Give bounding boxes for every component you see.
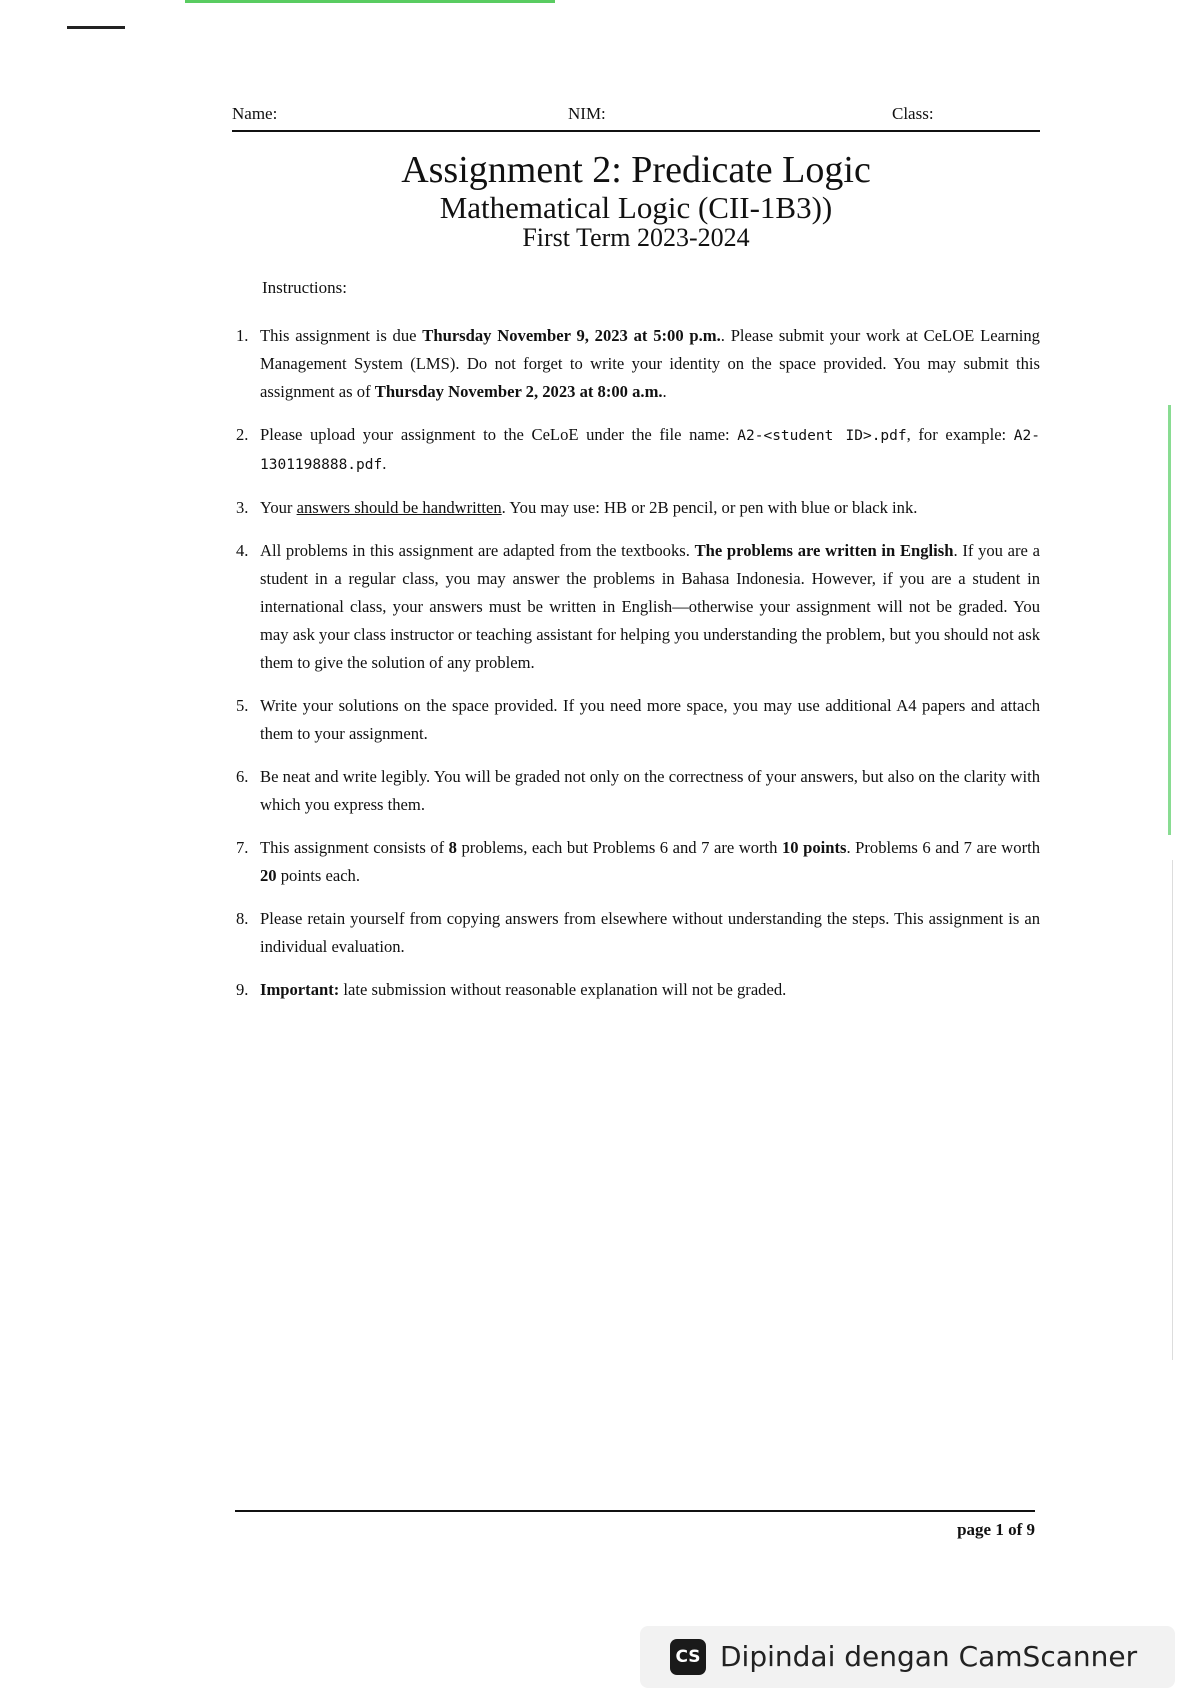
item-number: 9. (236, 980, 249, 999)
name-label: Name: (232, 104, 278, 123)
item-text: Write your solutions on the space provided. If you need more space, you may use additional A4 papers and attach them to your assignment. (260, 696, 1040, 743)
camscanner-watermark (640, 1626, 1175, 1688)
item-number: 3. (236, 498, 249, 517)
due-date: Thursday November 9, 2023 at 5:00 p.m. (422, 326, 721, 345)
item-text: This assignment is due (260, 326, 423, 345)
item-number: 1. (236, 326, 249, 345)
instruction-item-5 (232, 692, 1040, 748)
instruction-item-6 (232, 763, 1040, 819)
term-label: First Term 2023-2024 (522, 223, 750, 252)
item-text: Please retain yourself from copying answers from elsewhere without understanding the steps. This assignment is an individual evaluation. (260, 909, 1040, 956)
open-date: Thursday November 2, 2023 at 8:00 a.m. (374, 382, 663, 401)
item-number: 8. (236, 909, 249, 928)
course-subtitle: Mathematical Logic (CII-1B3)) (439, 190, 833, 225)
scan-artifact-green-edge (1168, 405, 1171, 835)
camscanner-logo-icon: CS (670, 1639, 706, 1675)
page-number: page 1 of 9 (957, 1520, 1035, 1539)
instructions-heading: Instructions: (262, 278, 347, 297)
instructions-list (232, 322, 1040, 1019)
item-number: 4. (236, 541, 249, 560)
filename-pattern: A2-<student ID>.pdf (737, 428, 907, 444)
class-label: Class: (892, 104, 934, 123)
item-number: 6. (236, 767, 249, 786)
instruction-item-2 (232, 421, 1040, 479)
header-divider (232, 130, 1040, 132)
problem-count: 8 (448, 838, 457, 857)
instruction-item-9 (232, 976, 1040, 1004)
item-number: 2. (236, 425, 249, 444)
item-text: points each. (276, 866, 361, 885)
item-text: . (662, 382, 667, 401)
scan-artifact-green-top (185, 0, 555, 3)
document-title: Assignment 2: Predicate Logic (401, 149, 871, 191)
camscanner-text: Dipindai dengan CamScanner (720, 1640, 1138, 1673)
item-text: This assignment consists of (260, 838, 449, 857)
item-text: Please upload your assignment to the CeLoE under the file name: (260, 425, 738, 444)
filename-example: A2-1301198888.pdf (260, 428, 1040, 473)
instruction-item-8 (232, 905, 1040, 961)
item-text: . (382, 454, 387, 473)
instruction-item-4 (232, 537, 1040, 677)
item-number: 7. (236, 838, 249, 857)
item-number: 5. (236, 696, 249, 715)
points-value-special: 20 (260, 866, 277, 885)
instruction-item-3 (232, 494, 1040, 522)
instruction-item-1 (232, 322, 1040, 406)
item-text: Be neat and write legibly. You will be graded not only on the correctness of your answers, but also on the clarity with which you express them. (260, 767, 1040, 814)
footer-divider (235, 1510, 1035, 1512)
item-text: Your (260, 498, 297, 517)
item-text: , for example: (906, 425, 1014, 444)
scan-artifact-mark (67, 26, 125, 29)
handwritten-requirement: answers should be handwritten (296, 498, 502, 517)
nim-label: NIM: (568, 104, 606, 123)
item-text: . Problems 6 and 7 are worth (846, 838, 1041, 857)
item-text: late submission without reasonable explanation will not be graded. (339, 980, 787, 999)
item-text: . If you are a student in a regular class, you may answer the problems in Bahasa Indonesia. However, if you are a student in international class, your answers must be written in English—otherwise your assignment will not be graded. You may ask your class instructor or teaching assistant for helping you understanding the problem, but you should not ask them to give the solution of any problem. (260, 541, 1040, 672)
identity-header (232, 104, 1040, 130)
item-text: All problems in this assignment are adapted from the textbooks. (260, 541, 695, 560)
important-label: Important: (260, 980, 340, 999)
item-text: . Please submit your work at CeLOE Learning Management System (LMS). Do not forget to write your identity on the space provided. You may submit this assignment as of (260, 326, 1040, 401)
points-value: 10 points (781, 838, 847, 857)
item-text: problems, each but Problems 6 and 7 are worth (456, 838, 782, 857)
instruction-item-7 (232, 834, 1040, 890)
scan-artifact-page-edge (1172, 860, 1173, 1360)
language-note: The problems are written in English (694, 541, 954, 560)
item-text: . You may use: HB or 2B pencil, or pen with blue or black ink. (501, 498, 918, 517)
